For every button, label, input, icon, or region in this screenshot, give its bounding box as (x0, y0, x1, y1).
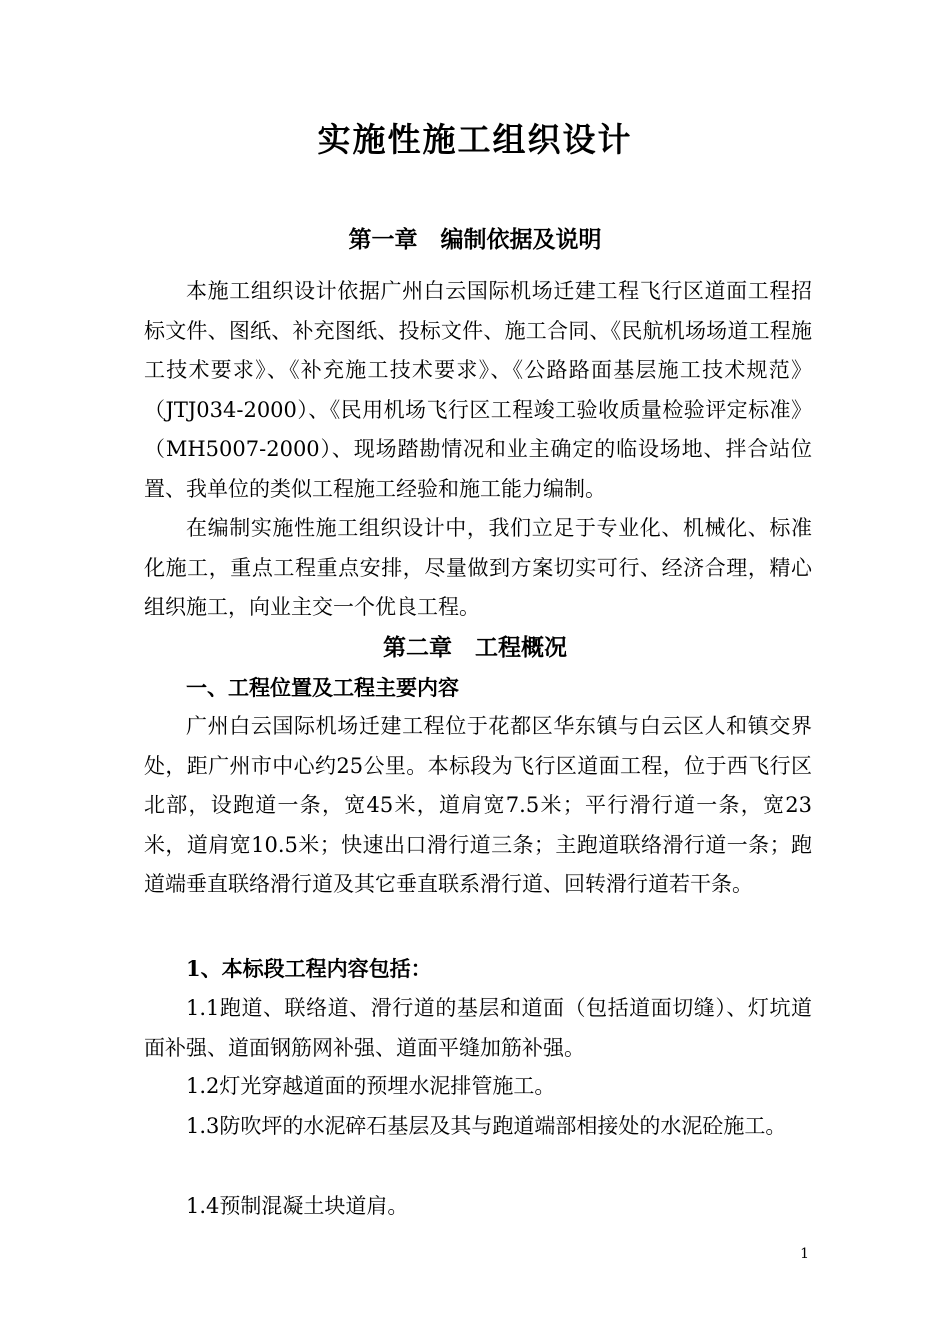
subsection-1-heading: 1、本标段工程内容包括： (186, 956, 432, 981)
page-number: 1 (800, 1246, 809, 1262)
scope-item-1-1: 1.1跑道、联络道、滑行道的基层和道面（包括道面切缝）、灯坑道面补强、道面钢筋网补强、道面平缝加筋补强。 (144, 996, 812, 1060)
chapter-2-heading: 第二章 工程概况 (383, 634, 567, 661)
scope-item-1-4: 1.4预制混凝土块道肩。 (186, 1194, 409, 1218)
section-1-paragraph: 广州白云国际机场迁建工程位于花都区华东镇与白云区人和镇交界处，距广州市中心约25公里。本标段为飞行区道面工程，位于西飞行区北部，设跑道一条，宽45米，道肩宽7.5米；平行滑行道一条，宽23米，道肩宽10.5米；快速出口滑行道三条；主跑道联络滑行道一条；跑道端垂直联络滑行道及其它垂直联系滑行道、回转滑行道若干条。 (144, 714, 812, 896)
chapter-1-heading: 第一章 编制依据及说明 (348, 226, 602, 253)
chapter-1-paragraph-2: 在编制实施性施工组织设计中，我们立足于专业化、机械化、标准化施工，重点工程重点安排，尽量做到方案切实可行、经济合理，精心组织施工，向业主交一个优良工程。 (144, 516, 812, 619)
scope-item-1-2: 1.2灯光穿越道面的预埋水泥排管施工。 (186, 1074, 556, 1098)
section-1-heading: 一、工程位置及工程主要内容 (186, 675, 459, 700)
scope-item-1-3: 1.3防吹坪的水泥碎石基层及其与跑道端部相接处的水泥砼施工。 (186, 1114, 787, 1138)
document-title: 实施性施工组织设计 (317, 120, 633, 159)
chapter-1-paragraph-1: 本施工组织设计依据广州白云国际机场迁建工程飞行区道面工程招标文件、图纸、补充图纸、投标文件、施工合同、《民航机场场道工程施工技术要求》、《补充施工技术要求》、《公路路面基层施工技术规范》（JTJ034-2000）、《民用机场飞行区工程竣工验收质量检验评定标准》（MH5007-2000）、现场踏勘情况和业主确定的临设场地、拌合站位置、我单位的类似工程施工经验和施工能力编制。 (144, 279, 812, 501)
